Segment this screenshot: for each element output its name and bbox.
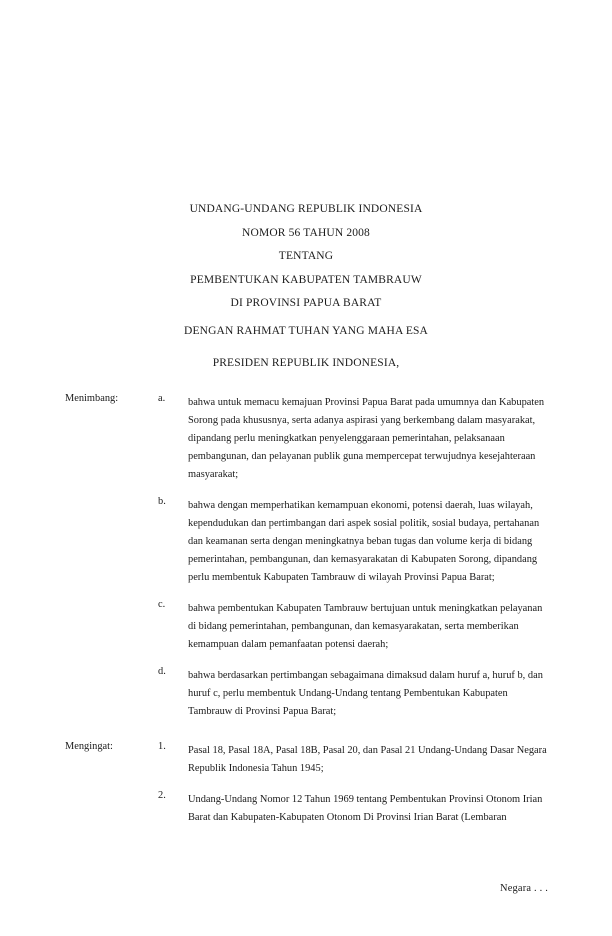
item-text: bahwa untuk memacu kemajuan Provinsi Papua Barat pada umumnya dan Kabupaten Sorong pada khususnya, serta adanya aspirasi yang berkembang dalam masyarakat, dipandang perlu meningkatkan penyelenggaraan pemerintahan, pelaksanaan pembangunan, dan pelayanan publik guna mempercepat terwujudnya kesejahteraan masyarakat; <box>188 397 545 480</box>
item-text: Pasal 18, Pasal 18A, Pasal 18B, Pasal 20, dan Pasal 21 Undang-Undang Dasar Negara Republik Indonesia Tahun 1945; <box>188 745 547 774</box>
item-text: Undang-Undang Nomor 12 Tahun 1969 tentang Pembentukan Provinsi Otonom Irian Barat dan Kabupaten-Kabupaten Otonom Di Provinsi Irian Barat (Lembaran <box>188 794 543 823</box>
list-item <box>0 598 612 652</box>
title-line-subject: PEMBENTUKAN KABUPATEN TAMBRAUW <box>190 273 422 286</box>
item-marker: b. <box>158 496 166 507</box>
title-line-province: DI PROVINSI PAPUA BARAT <box>230 297 382 310</box>
title-line-number: NOMOR 56 TAHUN 2008 <box>242 226 370 239</box>
item-marker: a. <box>158 393 166 404</box>
list-item <box>0 740 612 776</box>
blessing-line: DENGAN RAHMAT TUHAN YANG MAHA ESA <box>183 325 428 337</box>
items-menimbang <box>0 392 612 719</box>
item-text: bahwa dengan memperhatikan kemampuan ekonomi, potensi daerah, luas wilayah, kependudukan dan pertimbangan dari aspek sosial politik, sosial budaya, pertahanan dan keamanan serta dengan meningkatnya beban tugas dan volume kerja di bidang pemerintahan, pembangunan, dan kemasyarakatan di Kabupaten Sorong, dipandang perlu membentuk Kabupaten Tambrauw di wilayah Provinsi Papua Barat; <box>188 500 540 583</box>
items-mengingat <box>0 740 612 825</box>
page-catchword: Negara . . . <box>500 883 548 894</box>
title-line-about: TENTANG <box>278 250 334 263</box>
list-item <box>0 665 612 719</box>
section-menimbang <box>0 392 612 719</box>
title-line-law-type: UNDANG-UNDANG REPUBLIK INDONESIA <box>189 203 423 215</box>
item-marker: c. <box>158 599 166 610</box>
section-label-menimbang: Menimbang: <box>65 393 119 404</box>
document-title-block <box>64 198 548 316</box>
item-text: bahwa berdasarkan pertimbangan sebagaimana dimaksud dalam huruf a, huruf b, dan huruf c, perlu membentuk Undang-Undang tentang Pembentukan Kabupaten Tambrauw di Provinsi Papua Barat; <box>188 670 543 717</box>
list-item <box>0 789 612 825</box>
item-marker: d. <box>158 666 166 677</box>
authority-line: PRESIDEN REPUBLIK INDONESIA, <box>212 357 400 369</box>
item-marker: 1. <box>158 741 166 752</box>
clauses-container <box>0 392 612 825</box>
section-mengingat <box>0 740 612 825</box>
item-marker: 2. <box>158 790 166 801</box>
item-text: bahwa pembentukan Kabupaten Tambrauw bertujuan untuk meningkatkan pelayanan di bidang pemerintahan, pembangunan, dan kemasyarakatan, serta memberikan kemampuan dalam pemanfaatan potensi daerah; <box>188 603 543 650</box>
list-item <box>0 495 612 585</box>
section-label-mengingat: Mengingat: <box>65 741 113 752</box>
list-item <box>0 392 612 482</box>
